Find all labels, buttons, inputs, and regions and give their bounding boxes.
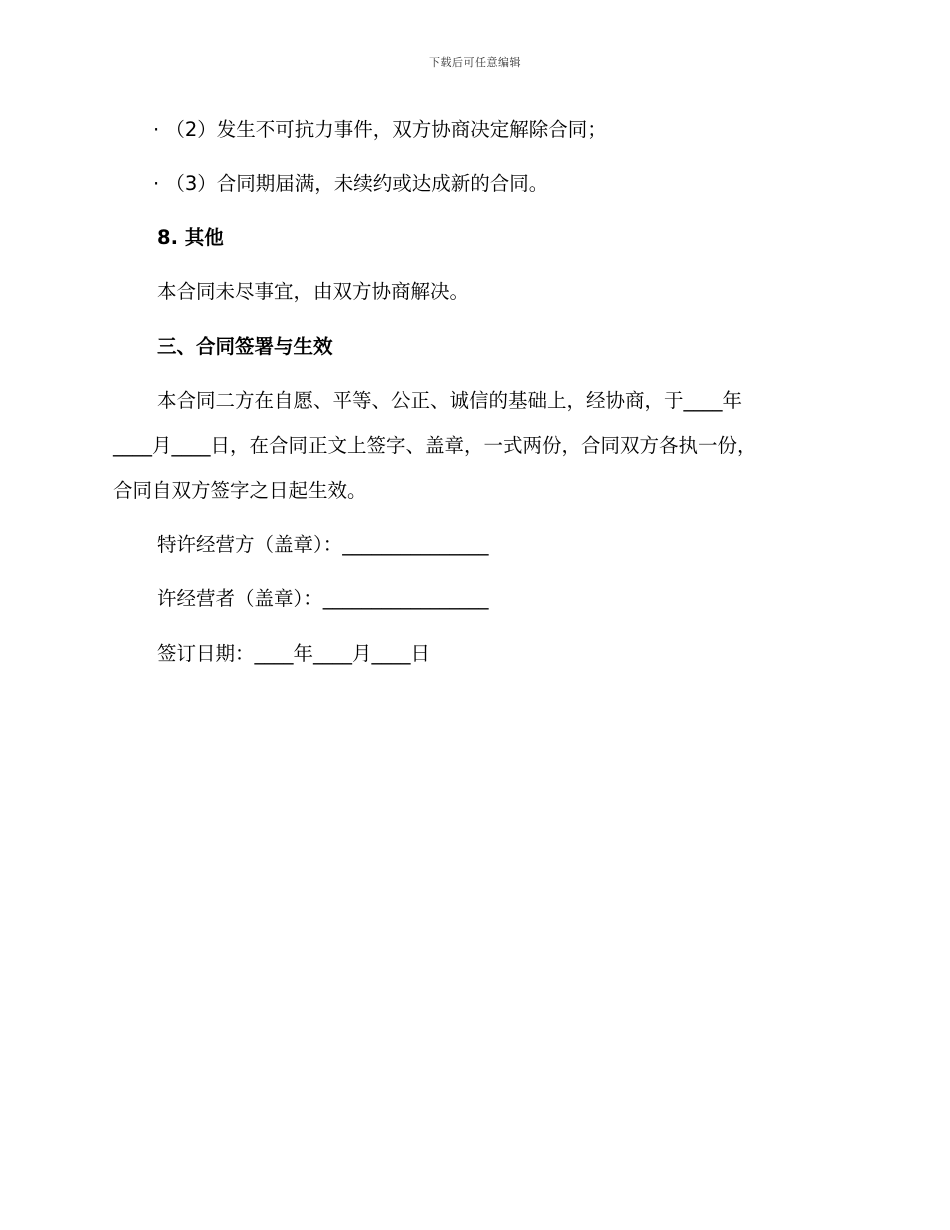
section-3-heading: 三、合同签署与生效: [157, 335, 333, 358]
section-8-heading: 8. 其他: [157, 226, 224, 249]
franchisor-signature-line: 特许经营方（盖章）：_______________: [157, 533, 489, 556]
paragraph-line-2: ____月____日，在合同正文上签字、盖章，一式两份，合同双方各执一份，: [113, 434, 757, 457]
section-8-body: 本合同未尽事宜，由双方协商解决。: [157, 280, 470, 303]
paragraph-line-3: 合同自双方签字之日起生效。: [113, 479, 367, 502]
list-item-2: · （2）发生不可抗力事件，双方协商决定解除合同；: [153, 118, 607, 141]
paragraph-line-1: 本合同二方在自愿、平等、公正、诚信的基础上，经协商，于____年: [157, 389, 743, 412]
signing-date-line: 签订日期：____年____月____日: [157, 642, 431, 665]
page-header: 下载后可任意编辑: [429, 56, 521, 69]
franchisee-signature-line: 许经营者（盖章）：_________________: [157, 587, 489, 610]
list-item-3: · （3）合同期届满，未续约或达成新的合同。: [153, 172, 549, 195]
